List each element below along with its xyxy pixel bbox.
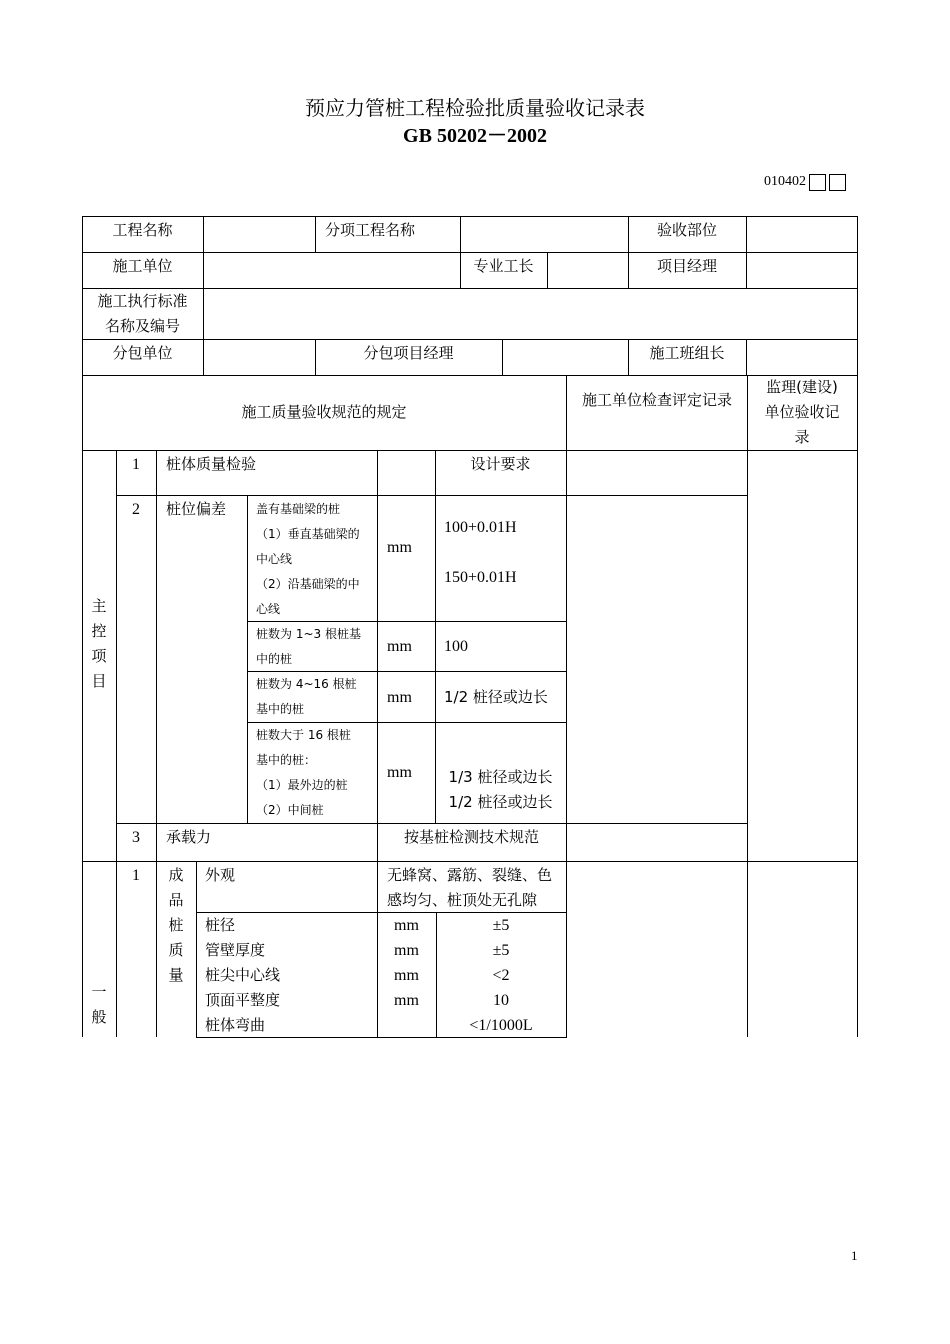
category-char: 目 xyxy=(91,672,107,690)
label-construction-unit: 施工单位 xyxy=(112,257,173,275)
label-project-name: 工程名称 xyxy=(112,221,173,239)
v-line xyxy=(377,450,378,495)
input-standard-name[interactable] xyxy=(203,288,857,339)
item-2a-value-1: 100+0.01H xyxy=(444,519,517,536)
desc-line: 中的桩 xyxy=(256,652,293,666)
input-sub-project-name[interactable] xyxy=(460,216,628,252)
h-line xyxy=(82,339,858,340)
item-2-check-input[interactable] xyxy=(566,495,747,823)
item-3-name: 承载力 xyxy=(166,828,212,846)
label-project-manager: 项目经理 xyxy=(656,257,717,275)
v-line xyxy=(857,216,858,1037)
input-team-leader[interactable] xyxy=(746,339,857,375)
label-standard-name-line1: 施工执行标准 xyxy=(97,292,188,310)
desc-line: 基中的桩： xyxy=(256,753,317,767)
item-1-no: 1 xyxy=(132,456,140,473)
item-2c-desc xyxy=(256,672,376,722)
desc-line: 桩数为 4~16 根桩 xyxy=(256,677,357,691)
group-char: 桩 xyxy=(168,916,184,934)
desc-line: 中心线 xyxy=(256,552,293,566)
h-line xyxy=(82,252,858,253)
v-line xyxy=(315,216,316,252)
v-line xyxy=(116,450,117,1037)
main-control-category xyxy=(82,594,116,694)
label-sub-project-name: 分项工程名称 xyxy=(325,221,416,239)
desc-line: （1）垂直基础梁的 xyxy=(256,527,360,541)
appearance-name: 外观 xyxy=(205,866,236,884)
form-code-box-2[interactable] xyxy=(829,174,846,191)
general-rows-units xyxy=(377,913,436,1038)
item-2c-value: 1/2 桩径或边长 xyxy=(444,688,548,706)
form-code-box-1[interactable] xyxy=(809,174,826,191)
v-line xyxy=(196,861,197,1037)
category-char: 一 xyxy=(91,983,107,1001)
general-row-value: <2 xyxy=(492,967,510,984)
item-2b-unit: mm xyxy=(387,638,412,655)
finished-pile-quality-group xyxy=(156,863,196,988)
column-supervisor-line1: 监理(建设) xyxy=(766,378,838,396)
label-team-leader: 施工班组长 xyxy=(649,344,725,362)
desc-line: （1）最外边的桩 xyxy=(256,778,348,792)
input-acceptance-part[interactable] xyxy=(746,216,857,252)
item-2d-value-2: 1/2 桩径或边长 xyxy=(448,793,553,811)
item-2-name: 桩位偏差 xyxy=(166,500,227,518)
item-2-no: 2 xyxy=(132,501,140,518)
form-code xyxy=(764,172,846,192)
h-line xyxy=(82,375,858,376)
item-1-check-input[interactable] xyxy=(566,450,747,495)
general-supervisor-input[interactable] xyxy=(747,861,857,1037)
group-char: 成 xyxy=(168,866,184,884)
column-contractor-check-text: 施工单位检查评定记录 xyxy=(581,391,732,409)
general-row-name: 桩径 xyxy=(205,916,236,934)
desc-line: 桩数为 1~3 根桩基 xyxy=(256,627,361,641)
general-row-name: 管壁厚度 xyxy=(205,941,266,959)
general-item-no: 1 xyxy=(132,867,140,884)
input-project-manager[interactable] xyxy=(746,252,857,288)
item-2b-desc xyxy=(256,622,376,672)
column-supervisor xyxy=(747,375,857,450)
input-project-name[interactable] xyxy=(203,216,315,252)
general-row-value: ±5 xyxy=(492,917,510,934)
input-subcontractor[interactable] xyxy=(203,339,315,375)
desc-line: （2）沿基础梁的中 xyxy=(256,577,360,591)
general-rows-names xyxy=(205,913,375,1038)
group-char: 量 xyxy=(168,966,184,984)
column-contractor-check xyxy=(572,388,742,413)
v-line xyxy=(377,495,378,823)
general-row-unit: mm xyxy=(394,917,419,934)
group-char: 质 xyxy=(168,941,184,959)
main-supervisor-input[interactable] xyxy=(747,450,857,861)
appearance-requirement-line2: 感均匀、桩顶处无孔隙 xyxy=(387,891,538,909)
general-row-value: <1/1000L xyxy=(469,1017,533,1034)
v-line xyxy=(566,375,567,450)
appearance-requirement xyxy=(387,863,565,913)
desc-line: 桩数大于 16 根桩 xyxy=(256,728,351,742)
category-char: 主 xyxy=(91,597,107,615)
input-construction-unit[interactable] xyxy=(203,252,460,288)
general-row-unit xyxy=(377,1013,436,1038)
label-sub-project-manager: 分包项目经理 xyxy=(363,344,454,362)
item-2a-value-2: 150+0.01H xyxy=(444,569,517,586)
input-foreman[interactable] xyxy=(547,252,628,288)
label-standard-name-line2: 名称及编号 xyxy=(104,317,180,335)
item-3-requirement: 按基桩检测技术规范 xyxy=(403,828,539,846)
category-char: 控 xyxy=(91,622,107,640)
general-rows-values xyxy=(436,913,566,1038)
group-char: 品 xyxy=(168,891,184,909)
general-row-name: 桩体弯曲 xyxy=(205,1016,266,1034)
general-row-name: 桩尖中心线 xyxy=(205,966,281,984)
label-acceptance-part: 验收部位 xyxy=(656,221,717,239)
item-3-no: 3 xyxy=(132,829,140,846)
general-row-unit: mm xyxy=(394,967,419,984)
label-standard-name xyxy=(82,289,203,339)
general-row-unit: mm xyxy=(394,992,419,1009)
general-row-unit: mm xyxy=(394,942,419,959)
item-2a-desc xyxy=(256,497,376,622)
column-spec: 施工质量验收规范的规定 xyxy=(241,403,407,421)
item-2c-unit: mm xyxy=(387,689,412,706)
item-2d-value-1: 1/3 桩径或边长 xyxy=(448,768,553,786)
page-number: 1 xyxy=(851,1248,858,1263)
item-2d-desc xyxy=(256,723,376,823)
general-row-name: 顶面平整度 xyxy=(205,991,281,1009)
desc-line: 盖有基础梁的桩 xyxy=(256,502,341,516)
category-char: 项 xyxy=(91,647,107,665)
label-subcontractor: 分包单位 xyxy=(112,344,173,362)
desc-line: 基中的桩 xyxy=(256,702,305,716)
item-1-name: 桩体质量检验 xyxy=(166,455,257,473)
general-category xyxy=(82,980,116,1030)
column-supervisor-line2: 单位验收记 xyxy=(764,403,840,421)
general-row-value: 10 xyxy=(493,992,509,1009)
item-1-requirement: 设计要求 xyxy=(470,455,531,473)
v-line xyxy=(247,495,248,823)
appearance-requirement-line1: 无蜂窝、露筋、裂缝、色 xyxy=(387,866,553,884)
v-line xyxy=(156,450,157,861)
desc-line: （2）中间桩 xyxy=(256,803,324,817)
form-code-number: 010402 xyxy=(764,174,806,189)
column-supervisor-line3: 录 xyxy=(794,428,810,446)
input-sub-project-manager[interactable] xyxy=(502,339,628,375)
item-2b-value: 100 xyxy=(444,638,468,655)
desc-line: 心线 xyxy=(256,602,281,616)
general-row-value: ±5 xyxy=(492,942,510,959)
standard-code: GB 50202－2002 xyxy=(403,125,547,147)
category-char: 般 xyxy=(91,1008,107,1026)
label-foreman: 专业工长 xyxy=(473,257,534,275)
form-title: 预应力管桩工程检验批质量验收记录表 xyxy=(305,96,645,120)
item-3-check-input[interactable] xyxy=(566,823,747,861)
item-2a-unit: mm xyxy=(387,539,412,556)
item-2d-unit: mm xyxy=(387,764,412,781)
general-check-input[interactable] xyxy=(566,861,747,1037)
